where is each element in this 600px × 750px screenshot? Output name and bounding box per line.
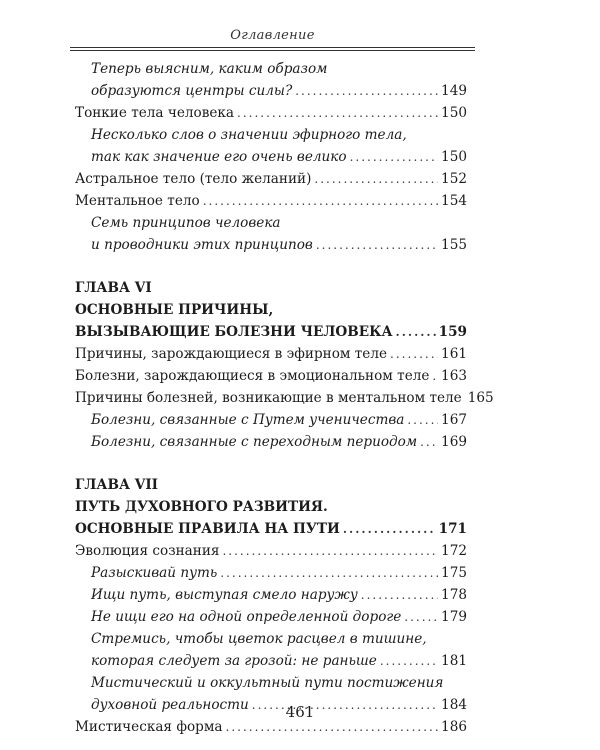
toc-entry-line: Стремись, чтобы цветок расцвел в тишине, bbox=[91, 631, 427, 647]
dot-leader bbox=[396, 321, 436, 343]
toc-entry-page: 175 bbox=[441, 565, 467, 581]
chapter-6-title-line1: ОСНОВНЫЕ ПРИЧИНЫ, bbox=[75, 302, 274, 318]
toc-entry bbox=[75, 80, 467, 102]
toc-entry bbox=[75, 606, 467, 628]
toc-entry-title: Болезни, связанные с переходным периодом bbox=[91, 434, 418, 450]
chapter-7-page: 171 bbox=[438, 521, 467, 537]
dot-leader bbox=[203, 190, 438, 212]
dot-leader bbox=[420, 431, 438, 453]
running-header: Оглавление bbox=[230, 28, 315, 43]
header-rule bbox=[70, 47, 475, 51]
toc-entry-line: Теперь выясним, каким образом bbox=[91, 61, 328, 77]
toc-entry-page: 167 bbox=[441, 412, 467, 428]
toc-top-entries bbox=[75, 58, 467, 256]
dot-leader bbox=[316, 234, 438, 256]
toc-entry bbox=[75, 584, 467, 606]
toc-entry-title: Мистическая форма bbox=[75, 719, 223, 735]
toc-entry bbox=[75, 409, 467, 431]
dot-leader bbox=[295, 80, 438, 102]
chapter-6-label: ГЛАВА VI bbox=[75, 280, 152, 296]
dot-leader bbox=[237, 102, 438, 124]
toc-entry-title: Болезни, связанные с Путем ученичества bbox=[91, 412, 405, 428]
toc-entry-title: Болезни, зарождающиеся в эмоциональном теле bbox=[75, 368, 430, 384]
chapter-7-title-line1: ПУТЬ ДУХОВНОГО РАЗВИТИЯ. bbox=[75, 499, 328, 515]
toc-entry bbox=[75, 431, 467, 453]
toc-entry-title: и проводники этих принципов bbox=[91, 237, 313, 253]
toc-entry-title: Причины болезней, возникающие в ментальном теле bbox=[75, 390, 462, 406]
toc-entry-title: Разыскивай путь bbox=[91, 565, 218, 581]
toc-entry-page: 150 bbox=[441, 149, 467, 165]
toc-entry-title: которая следует за грозой: не раньше bbox=[91, 653, 377, 669]
toc-entry bbox=[75, 650, 467, 672]
toc-entry-title: Эволюция сознания bbox=[75, 543, 220, 559]
chapter-6-page: 159 bbox=[438, 324, 467, 340]
toc-entry-title: Астральное тело (тело желаний) bbox=[75, 171, 312, 187]
table-of-contents bbox=[75, 58, 494, 738]
dot-leader bbox=[314, 168, 438, 190]
toc-entry bbox=[75, 234, 467, 256]
toc-entry-page: 169 bbox=[441, 434, 467, 450]
dot-leader bbox=[220, 562, 438, 584]
toc-entry-page: 179 bbox=[441, 609, 467, 625]
chapter-6-entries bbox=[75, 343, 494, 453]
dot-leader bbox=[390, 343, 438, 365]
toc-entry-page: 149 bbox=[441, 83, 467, 99]
toc-entry-page: 163 bbox=[441, 368, 467, 384]
toc-entry bbox=[75, 102, 467, 124]
toc-entry-line: Мистический и оккультный пути постижения bbox=[91, 675, 444, 691]
chapter-6-title-row bbox=[75, 321, 467, 343]
chapter-6-title-line2: ВЫЗЫВАЮЩИЕ БОЛЕЗНИ ЧЕЛОВЕКА bbox=[75, 324, 393, 340]
toc-entry bbox=[75, 365, 467, 387]
toc-entry-title: духовной реальности bbox=[91, 697, 249, 713]
page-number: 461 bbox=[285, 703, 315, 721]
toc-entry-title: Не ищи его на одной определенной дороге bbox=[91, 609, 402, 625]
toc-entry bbox=[75, 540, 467, 562]
toc-entry-page: 186 bbox=[441, 719, 467, 735]
dot-leader bbox=[432, 365, 438, 387]
toc-entry-page: 161 bbox=[441, 346, 467, 362]
toc-entry-title: Ищи путь, выступая смело наружу bbox=[91, 587, 358, 603]
toc-entry-title: так как значение его очень велико bbox=[91, 149, 347, 165]
toc-entry bbox=[75, 146, 467, 168]
toc-entry bbox=[75, 343, 467, 365]
chapter-7-title-row bbox=[75, 518, 467, 540]
toc-entry-page: 178 bbox=[441, 587, 467, 603]
dot-leader bbox=[407, 409, 438, 431]
dot-leader bbox=[404, 606, 438, 628]
toc-entry-page: 155 bbox=[441, 237, 467, 253]
dot-leader bbox=[361, 584, 438, 606]
toc-entry-line: Семь принципов человека bbox=[91, 215, 281, 231]
dot-leader bbox=[380, 650, 438, 672]
dot-leader bbox=[343, 518, 436, 540]
dot-leader bbox=[350, 146, 438, 168]
toc-entry-page: 154 bbox=[441, 193, 467, 209]
toc-entry-title: Тонкие тела человека bbox=[75, 105, 235, 121]
toc-entry-title: Ментальное тело bbox=[75, 193, 200, 209]
dot-leader bbox=[222, 540, 438, 562]
toc-entry-page: 172 bbox=[441, 543, 467, 559]
toc-entry-line: Несколько слов о значении эфирного тела, bbox=[91, 127, 407, 143]
chapter-7-title-line2: ОСНОВНЫЕ ПРАВИЛА НА ПУТИ bbox=[75, 521, 340, 537]
toc-entry bbox=[75, 168, 467, 190]
toc-entry-page: 181 bbox=[441, 653, 467, 669]
toc-entry bbox=[75, 562, 467, 584]
toc-entry-title: образуются центры силы? bbox=[91, 83, 293, 99]
toc-entry-page: 184 bbox=[441, 697, 467, 713]
toc-entry-page: 152 bbox=[441, 171, 467, 187]
toc-entry bbox=[75, 190, 467, 212]
toc-entry-title: Причины, зарождающиеся в эфирном теле bbox=[75, 346, 388, 362]
chapter-7-label: ГЛАВА VII bbox=[75, 477, 159, 493]
toc-entry-page: 150 bbox=[441, 105, 467, 121]
toc-entry-page: 165 bbox=[467, 390, 494, 406]
toc-entry bbox=[75, 387, 494, 409]
